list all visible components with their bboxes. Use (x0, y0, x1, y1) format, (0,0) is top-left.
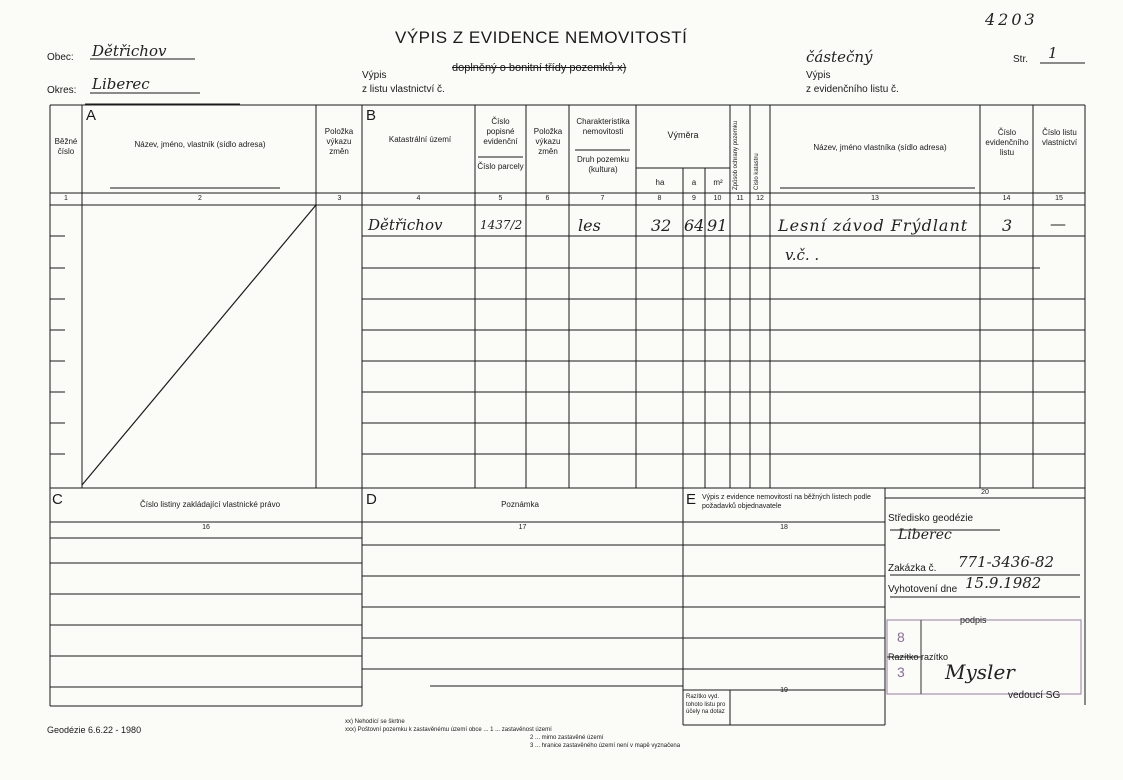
page-label: Str. (1013, 54, 1029, 65)
okres-value: Liberec (92, 75, 150, 93)
document-subtitle: doplněný o bonitní třídy pozemků x) (452, 62, 627, 74)
header-nazev-vlastnika: Název, jméno vlastníka (sídlo adresa) (813, 143, 947, 152)
col-num-12: 12 (756, 195, 764, 202)
row-m2: 91 (707, 216, 728, 235)
box20-signature: Mysler (945, 660, 1015, 684)
d-header: Poznámka (501, 500, 539, 509)
section-e: E (686, 491, 697, 508)
box20-misto: Liberec (898, 527, 952, 543)
row-vlastnik-cislo: v.č. . (785, 246, 820, 264)
col-num-5: 5 (498, 195, 503, 202)
col-num-9: 9 (692, 195, 696, 202)
page-value: 1 (1048, 44, 1058, 62)
header-bezne-cislo: Běžné číslo (54, 137, 78, 156)
vypis-a-label: Výpis (362, 70, 387, 81)
col-num-8: 8 (657, 195, 662, 202)
header-vlastnik: Název, jméno, vlastník (sídlo adresa) (134, 140, 266, 149)
row-katastr: Dětřichov (368, 216, 443, 234)
col-num-11: 11 (736, 195, 744, 202)
footer-note: xx) Nehodící se škrtne (345, 719, 405, 725)
row-list-vl: — (1050, 214, 1066, 233)
c-header: Číslo listiny zakládající vlastnické právo (139, 500, 281, 509)
document-title: VÝPIS Z EVIDENCE NEMOVITOSTÍ (395, 28, 688, 47)
col-num-3: 3 (337, 195, 342, 202)
col-num-6: 6 (545, 195, 550, 202)
section-d: D (366, 491, 377, 508)
header-charakteristika: Charakteristika nemovitosti (576, 117, 630, 136)
col-num-10: 10 (713, 195, 722, 202)
e-bottom-note: Razítko vyd. tohoto listu pro účely na dotaz (686, 694, 726, 715)
footer-note: xxx) Poštovní pozemku k zastavěnému území obce ... 1 ... zastavěnost území (345, 727, 552, 734)
top-number: 4203 (985, 10, 1038, 29)
stamp-digit-top: 8 (897, 629, 905, 645)
col-num-15: 15 (1055, 195, 1063, 202)
c-num: 16 (202, 524, 210, 531)
header-cislo-katastru: Číslo katastru (754, 153, 760, 190)
section-a: A (86, 107, 97, 124)
row-vlastnik: Lesní závod Frýdlant (778, 216, 969, 235)
col-num-4: 4 (416, 195, 421, 202)
section-b: B (366, 107, 377, 124)
d-num: 17 (518, 524, 527, 531)
footer-notes (345, 718, 785, 750)
unit-m2: m² (713, 178, 723, 187)
row-a: 64 (684, 216, 705, 235)
row-parcela: 1437/2 (480, 218, 523, 232)
header-vymera: Výměra (667, 130, 699, 140)
header-ochrana: Způsob ochrany pozemku (733, 120, 739, 190)
header-cislo-parcely: Číslo parcely (477, 162, 524, 171)
e-num: 18 (780, 524, 788, 531)
e-header: Výpis z evidence nemovitostí na běžných listech podle požadavků objednavatele (702, 494, 871, 510)
row-druh: les (578, 216, 601, 235)
section-c: C (52, 491, 63, 508)
col-num-1: 1 (64, 195, 68, 202)
header-cislo-popisne: Číslo popisné evidenční (483, 117, 518, 146)
box20-stredisko: Středisko geodézie (888, 513, 974, 524)
footer-note: 2 ... mimo zastavěné území (530, 735, 604, 742)
box20-podpis-label: podpis (960, 615, 987, 625)
header-polozka-b: Položka výkazu změn (533, 127, 563, 156)
vypis-a-sub: z listu vlastnictví č. (362, 84, 445, 95)
footer-note: 3 ... hranice zastavěného území není v mapě vyznačena (530, 743, 681, 750)
unit-a: a (691, 178, 697, 187)
box20-zakazka-label: Zakázka č. (888, 563, 937, 574)
row-ha: 32 (651, 216, 672, 235)
header-katastralni-uzemi: Katastrální území (388, 135, 452, 144)
col-num-2: 2 (198, 195, 202, 202)
header-druh-pozemku: Druh pozemku (kultura) (576, 155, 630, 174)
e-num-2: 19 (780, 687, 788, 694)
box20-vyhotoveni-value: 15.9.1982 (965, 574, 1042, 592)
col-num-13: 13 (871, 195, 879, 202)
okres-label: Okres: (47, 85, 77, 96)
obec-label: Obec: (47, 52, 74, 63)
header-cislo-ev-listu: Číslo evidenčního listu (985, 128, 1029, 157)
header-cislo-listu-vl: Číslo listu vlastnictví (1041, 128, 1078, 147)
obec-value: Dětřichov (92, 42, 167, 60)
vypis-b-label: Výpis (806, 70, 831, 81)
box20-razitko-label: Razítko razítko (888, 652, 949, 662)
vypis-b-sub: z evidenčního listu č. (806, 84, 899, 95)
col-num-14: 14 (1002, 195, 1011, 202)
header-polozka-a: Položka výkazu změn (324, 127, 354, 156)
stamp-digit-bottom: 3 (897, 664, 905, 680)
footer-form-code: Geodézie 6.6.22 - 1980 (47, 725, 142, 735)
partial-mark: částečný (806, 48, 873, 66)
col-num-7: 7 (600, 195, 605, 202)
box20-zakazka-value: 771-3436-82 (958, 553, 1055, 571)
box20-vyhotoveni-label: Vyhotovení dne (888, 584, 958, 595)
box20-num: 20 (981, 489, 989, 496)
unit-ha: ha (655, 178, 665, 187)
row-ev-list: 3 (1002, 216, 1013, 235)
box20-vedouci: vedoucí SG (1008, 690, 1061, 701)
